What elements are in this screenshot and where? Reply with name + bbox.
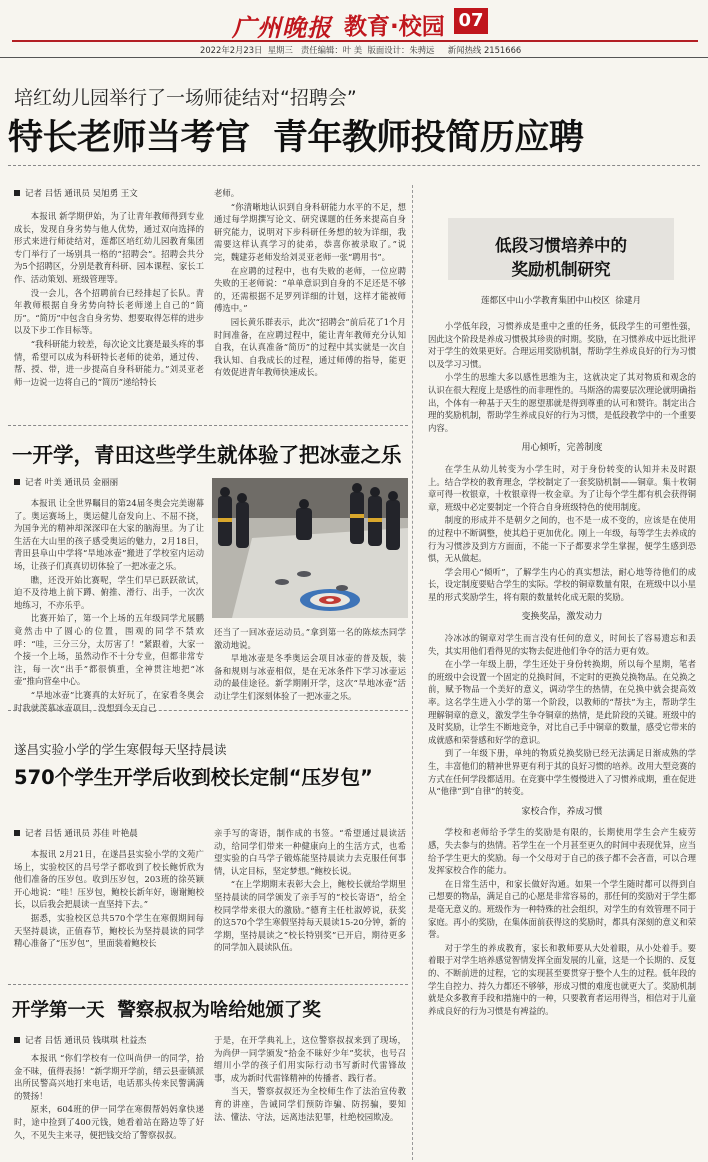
paragraph: 当天，警察叔叔还为全校师生作了法治宣传教育的讲座，告诫同学们预防诈骗、防拐骗，要知法、懂法、守法，远离违法犯罪，杜绝校园欺凌。 [214, 1086, 406, 1122]
story1-byline [14, 187, 138, 199]
story1-divider [8, 165, 700, 166]
sidebar-title-line1: 低段习惯培养中的 [495, 236, 627, 255]
paragraph: 本报讯 2月21日，在遂昌县实验小学的文苑广场上，实验校区的吕号学子都收到了校长鲍忻欣为他们准备的压岁包。收到压岁包，203班的徐英颖开心地说：“哇！压岁包，鲍校长新年好，谢谢鲍校长，以后我会把晨读一直坚持下去。” [14, 849, 204, 910]
story1-kicker: 培红幼儿园举行了一场师徒结对“招聘会” [14, 87, 357, 109]
story4-col1 [14, 1052, 204, 1158]
story4-top-divider [8, 984, 408, 985]
paragraph: “旱地冰壶”比赛真的太好玩了，在家看冬奥会时我就羡慕冰壶项目，没想到今天自己 [14, 689, 204, 713]
paragraph: 本报讯 “你们学校有一位叫尚伊一的同学，拾金不昧，值得表扬！”新学期开学前，缙云县壶镇派出所民警高兴地打来电话，电话那头传来民警满满的赞扬！ [14, 1053, 204, 1101]
paragraph: “在上学期期末表彰大会上，鲍校长就给学期里坚持晨读的同学颁发了亲手写的“校长寄语”，给全校同学带来很大的激励。”德育主任杜淑婷说，获奖的这570个学生寒假坚持每天晨读15-20分钟，新的学期，坚持晨读之“校长特别奖”已开启，期待更多的同学加入晨读队伍。 [214, 879, 406, 953]
sidebar-body [428, 320, 696, 1018]
paragraph: 还当了一回冰壶运动员。”拿到第一名的陈炫杰同学激动地说。 [214, 627, 406, 650]
byline-marker-icon [14, 1037, 20, 1043]
story2-col2 [214, 626, 406, 704]
story4-byline-text: 记者 吕恬 通讯员 钱琪琪 杜益杰 [25, 1036, 147, 1046]
story4-byline [14, 1034, 146, 1046]
paragraph: 本报讯 让全世界瞩目的第24届冬奥会完美谢幕了。奥运赛场上，奥运健儿奋发向上、不屈不挠，为国争光的精神却深深印在大家的脑海里。为了让生活在大山里的孩子感受奥运的魅力，2月18日，青田县阜山中学将“旱地冰壶”搬进了学校室内运动场，让孩子们真真切切体验了一把冰壶之乐。 [14, 498, 204, 571]
story3-top-divider [8, 710, 408, 711]
paragraph: 学会用心“倾听”，了解学生内心的真实想法，耐心地等待他们的成长，设定制度要贴合学生的实际。学校的铜章数量有限，在班级中以小星星的形式奖励学生，将有限的数量转化成无限的奖励。 [428, 566, 696, 602]
paragraph: 小学生的思维大多以感性思维为主，这就决定了其对物质和观念的认识在很大程度上是感性的而非理性的。马斯洛的需要层次理论就明确指出，个体有一种基于天生的愿望那就是得到尊重的认可和赞许。制定出合理的奖励机制，帮助学生养成良好的行为习惯，是低段教学中的一个重要内容。 [428, 372, 696, 433]
story2-byline [14, 476, 118, 488]
paragraph: 到了一年级下册，单纯的物质兑换奖励已经无法满足日渐成熟的学生，丰富他们的精神世界更有利于其的良好习惯的培养。改用大型竞赛的方式在任何学段都适用。在竞赛中学生慢慢进入了习惯养成期，重在促进从“他律”到“自律”的转变。 [428, 748, 696, 797]
issue-info-line: 2022年2月23日 星期三 责任编辑：叶 美 版面设计：朱骋远 新闻热线 2151666 [200, 45, 522, 55]
story2-col1 [14, 497, 204, 713]
story3-byline [14, 827, 138, 839]
story3-col2 [214, 827, 406, 955]
story1-col2 [214, 187, 406, 380]
paragraph: 在小学一年级上册，学生还处于身份转换期，所以每个星期，笔者的班级中会设置一个固定的兑换时间，不定时的更换兑换物品。在兑换之前，赋予物品一个美好的意义，调动学生的热情，在兑换中就会提高效率。这名学生进入小学的第一个阶段，以教师的“帮扶”为主，帮助学生理解铜章的意义，激发学生争夺铜章的热情，是此阶段的关键。班级中的及时奖励，让学生不断地竞争，对比自己手中铜章的数量，感受它带来的成就感和荣誉感和好学的意识。 [428, 659, 696, 745]
paragraph: 亲手写的寄语，制作成的书签。“希望通过晨读活动，给同学们带来一种健康向上的生活方式，也希望实验的白马学子锻炼能坚持晨读力去克服任何事情，认定目标，坚定梦想。”鲍校长说。 [214, 828, 406, 876]
paragraph: 在应聘的过程中，也有失败的老师，一位应聘失败的王老师说：“单单意识到自身的不足还是不够的，还需根据不足罗列详细的计划，这样才能被师傅选中。” [214, 265, 406, 314]
sidebar-box [418, 180, 704, 1158]
section-title: 教育·校园 [344, 14, 445, 40]
page-number-badge: 07 [454, 8, 488, 34]
story1-col1 [14, 210, 204, 389]
story3-kicker: 遂昌实验小学的学生寒假每天坚持晨读 [14, 742, 227, 757]
paragraph: 在日常生活中，和家长做好沟通。如果一个学生随时都可以得到自己想要的物品，满足自己的心愿是非常容易的，那任何的奖励对于学生都是毫无意义的。班级作为一种特殊的社会组织，对学生的有效管理不同于家庭。再小的奖励，在集体面前获得这的奖励时，都具有深刻的意义和荣誉。 [428, 878, 696, 940]
paragraph: 冷冰冰的铜章对学生而言没有任何的意义，时间长了容易遗忘和丢失，其实用他们看得见的实物去促进他们争夺的活力更有效。 [428, 633, 696, 656]
byline-marker-icon [14, 479, 20, 485]
paragraph: 比赛开始了，第一个上场的五年级同学尤展鹏竟然击中了圆心的位置，围观的同学不禁欢呼：“哇，三分三分，太厉害了！”紧跟着，大家一个接一个上场，虽然动作不十分专业，但都非常专注，每一次“出手”都很慎重，全神贯注地把“冰壶”推向营垒中心。 [14, 613, 204, 687]
story1-headline: 特长老师当考官 青年教师投简历应聘 [8, 118, 584, 158]
paragraph: 对于学生的养成教育，家长和教师要从大处着眼，从小处着手。要着眼于对学生培养感觉智情发挥全面发展的儿童，这是一个长期的、反复的、不断前进的过程，它的实现甚至要贯穿于整个人生的过程。低年段的学生自控力、持久力都还不够够，形成习惯的难度也就更大了。奖励机制就是众多教育手段和措施中的一种，只要教育者运用得当，相信对于儿童养成良好的行为习惯是有裨益的。 [428, 942, 696, 1016]
story2-byline-text: 记者 叶美 通讯员 金丽丽 [25, 478, 119, 488]
story4-col2 [214, 1034, 406, 1158]
curling-activity-photo [212, 478, 408, 618]
column-divider [412, 185, 413, 1160]
sidebar-subhead-1: 用心倾听，完善制度 [521, 443, 603, 454]
masthead [0, 0, 708, 56]
story2-top-divider [8, 425, 408, 426]
sidebar-author: 莲都区中山小学教育集团中山校区 徐建月 [480, 296, 642, 306]
sidebar-subhead-3: 家校合作，养成习惯 [521, 806, 603, 817]
paragraph: 旱地冰壶是冬季奥运会项目冰壶的普及版，装备和规则与冰壶相似，是在无冰条件下学习冰壶运动的最佳途径。新学期刚开学，这次“旱地冰壶”活动让学生们深刻体验了一把冰壶之乐。 [214, 653, 406, 701]
sidebar-subhead-2: 变换奖品，激发动力 [521, 612, 603, 623]
paragraph: 制度的形成并不是朝夕之间的，也不是一成不变的，应该是在使用的过程中不断调整，使其趋于更加优化。刚上一年级，每等学生去养成的行为习惯涉及到方方面面，不能一下子都要求学生掌握，便学生感到恐惧，无从做起。 [428, 515, 696, 564]
paragraph: 没一会儿，各个招聘前台已经排起了长队。青年教师根据自身劣势向特长老师递上自己的“简历”。“简历”中包含自身劣势、想要取得怎样的进步以及下步工作目标等。 [14, 287, 204, 336]
paragraph: 小学低年段，习惯养成是重中之重的任务，低段学生的可塑性强，因此这个阶段是养成习惯极其珍贵的时期。奖励，在习惯养成中远比批评对于学生的效果更好。合理运用奖励机制，帮助学生养成良好的行为习惯以及学习习惯。 [428, 321, 696, 369]
paper-logo: 广州晚报 [232, 13, 332, 42]
paragraph: 本报讯 新学期伊始，为了让青年教师得到专业成长，发现自身劣势与他人优势，通过双向选择的形式来进行师徒结对，莲都区培红幼儿园教育集团专门举行了一场别具一格的“招聘会”。招聘会共分为5个招聘区，分别是教育科研、园本课程、家长工作、活动策划、班级管理等。 [14, 211, 204, 284]
story1-byline-text: 记者 吕恬 通讯员 吴旭勇 王文 [25, 189, 138, 199]
byline-marker-icon [14, 190, 20, 196]
paragraph: “你清晰地认识到自身科研能力水平的不足，想通过每学期撰写论文、研究课题的任务来提高自身研究能力，说明对下步科研任务想的较为详细，我需要这样认真学习的徒弟，恭喜你被录取了。”说完，魏建芬老师发给刘灵亚老师一张“聘用书”。 [214, 201, 406, 262]
paragraph: 于是，在开学典礼上，这位警察叔叔来到了现场，为尚伊一同学颁发“拾金不昧好少年”奖状，也号召缙川小学的孩子们用实际行动书写新时代雷锋故事，成为新时代雷锋精神的传播者、践行者。 [214, 1035, 406, 1083]
curling-photo-illustration [212, 478, 408, 618]
paragraph: 在学生从幼儿转变为小学生时，对于身份转变的认知并未及时跟上。结合学校的教育理念，学校制定了一套奖励机制——铜章。集十枚铜章可得一枚银章，十枚银章得一枚金章。为了让每个学生都有机会获得铜章，班级中必定要制定一个符合自身班级特色的使用制度。 [428, 463, 696, 512]
paragraph: 园长黄乐群表示，此次“招聘会”前后花了1个月时间准备，在应聘过程中，能让青年教师充分认知自我，在认真准备“简历”的过程中其实就是一次自我认知、自我成长的过程，通过师傅的指导，能更有效促进青年教师快速成长。 [214, 316, 406, 378]
story3-col1 [14, 848, 204, 951]
paragraph: 瞧，还没开始比赛呢，学生们早已跃跃欲试，迫不及待地上前下蹲、俯推、滑行、出手，一次次地练习，不亦乐乎。 [14, 574, 204, 610]
paragraph: 原来，604班的伊一同学在寒假帮妈妈拿快递时，途中捡到了400元钱，她看着站在路边等了好久，不见失主来寻，便把钱交给了警察叔叔。 [14, 1104, 204, 1140]
story3-byline-text: 记者 吕恬 通讯员 苏佳 叶艳晨 [25, 829, 138, 839]
masthead-bottom-rule [0, 57, 708, 58]
story3-headline: 570个学生开学后收到校长定制“压岁包” [14, 766, 373, 789]
paragraph: 学校和老师给予学生的奖励是有限的，长期使用学生会产生疲劳感，失去参与的热情。若学生在一个月甚至更久的时间中表现优异，应当给予学生更大的奖励。每一个父母对于自己的孩子都不会吝啬，可以合理发挥家校合作的能力。 [428, 827, 696, 876]
sidebar-title-line2: 奖励机制研究 [511, 260, 611, 279]
story2-headline: 一开学，青田这些学生就体验了把冰壶之乐 [12, 443, 402, 467]
story4-headline: 开学第一天 警察叔叔为啥给她颁了奖 [12, 1000, 321, 1021]
paragraph: “我科研能力较差，每次论文比赛是最头疼的事情，希望可以成为科研特长老师的徒弟，通过传、帮、授、带，进一步提高自身科研能力。”刘灵亚老师一边说一边将自己的“简历”递给特长 [14, 338, 204, 387]
paragraph: 老师。 [214, 188, 240, 198]
paragraph: 据悉，实验校区总共570个学生在寒假期间每天坚持晨读，正值春节，鲍校长为坚持晨读的同学精心准备了“压岁包”，里面装着鲍校长 [14, 912, 204, 949]
byline-marker-icon [14, 830, 20, 836]
